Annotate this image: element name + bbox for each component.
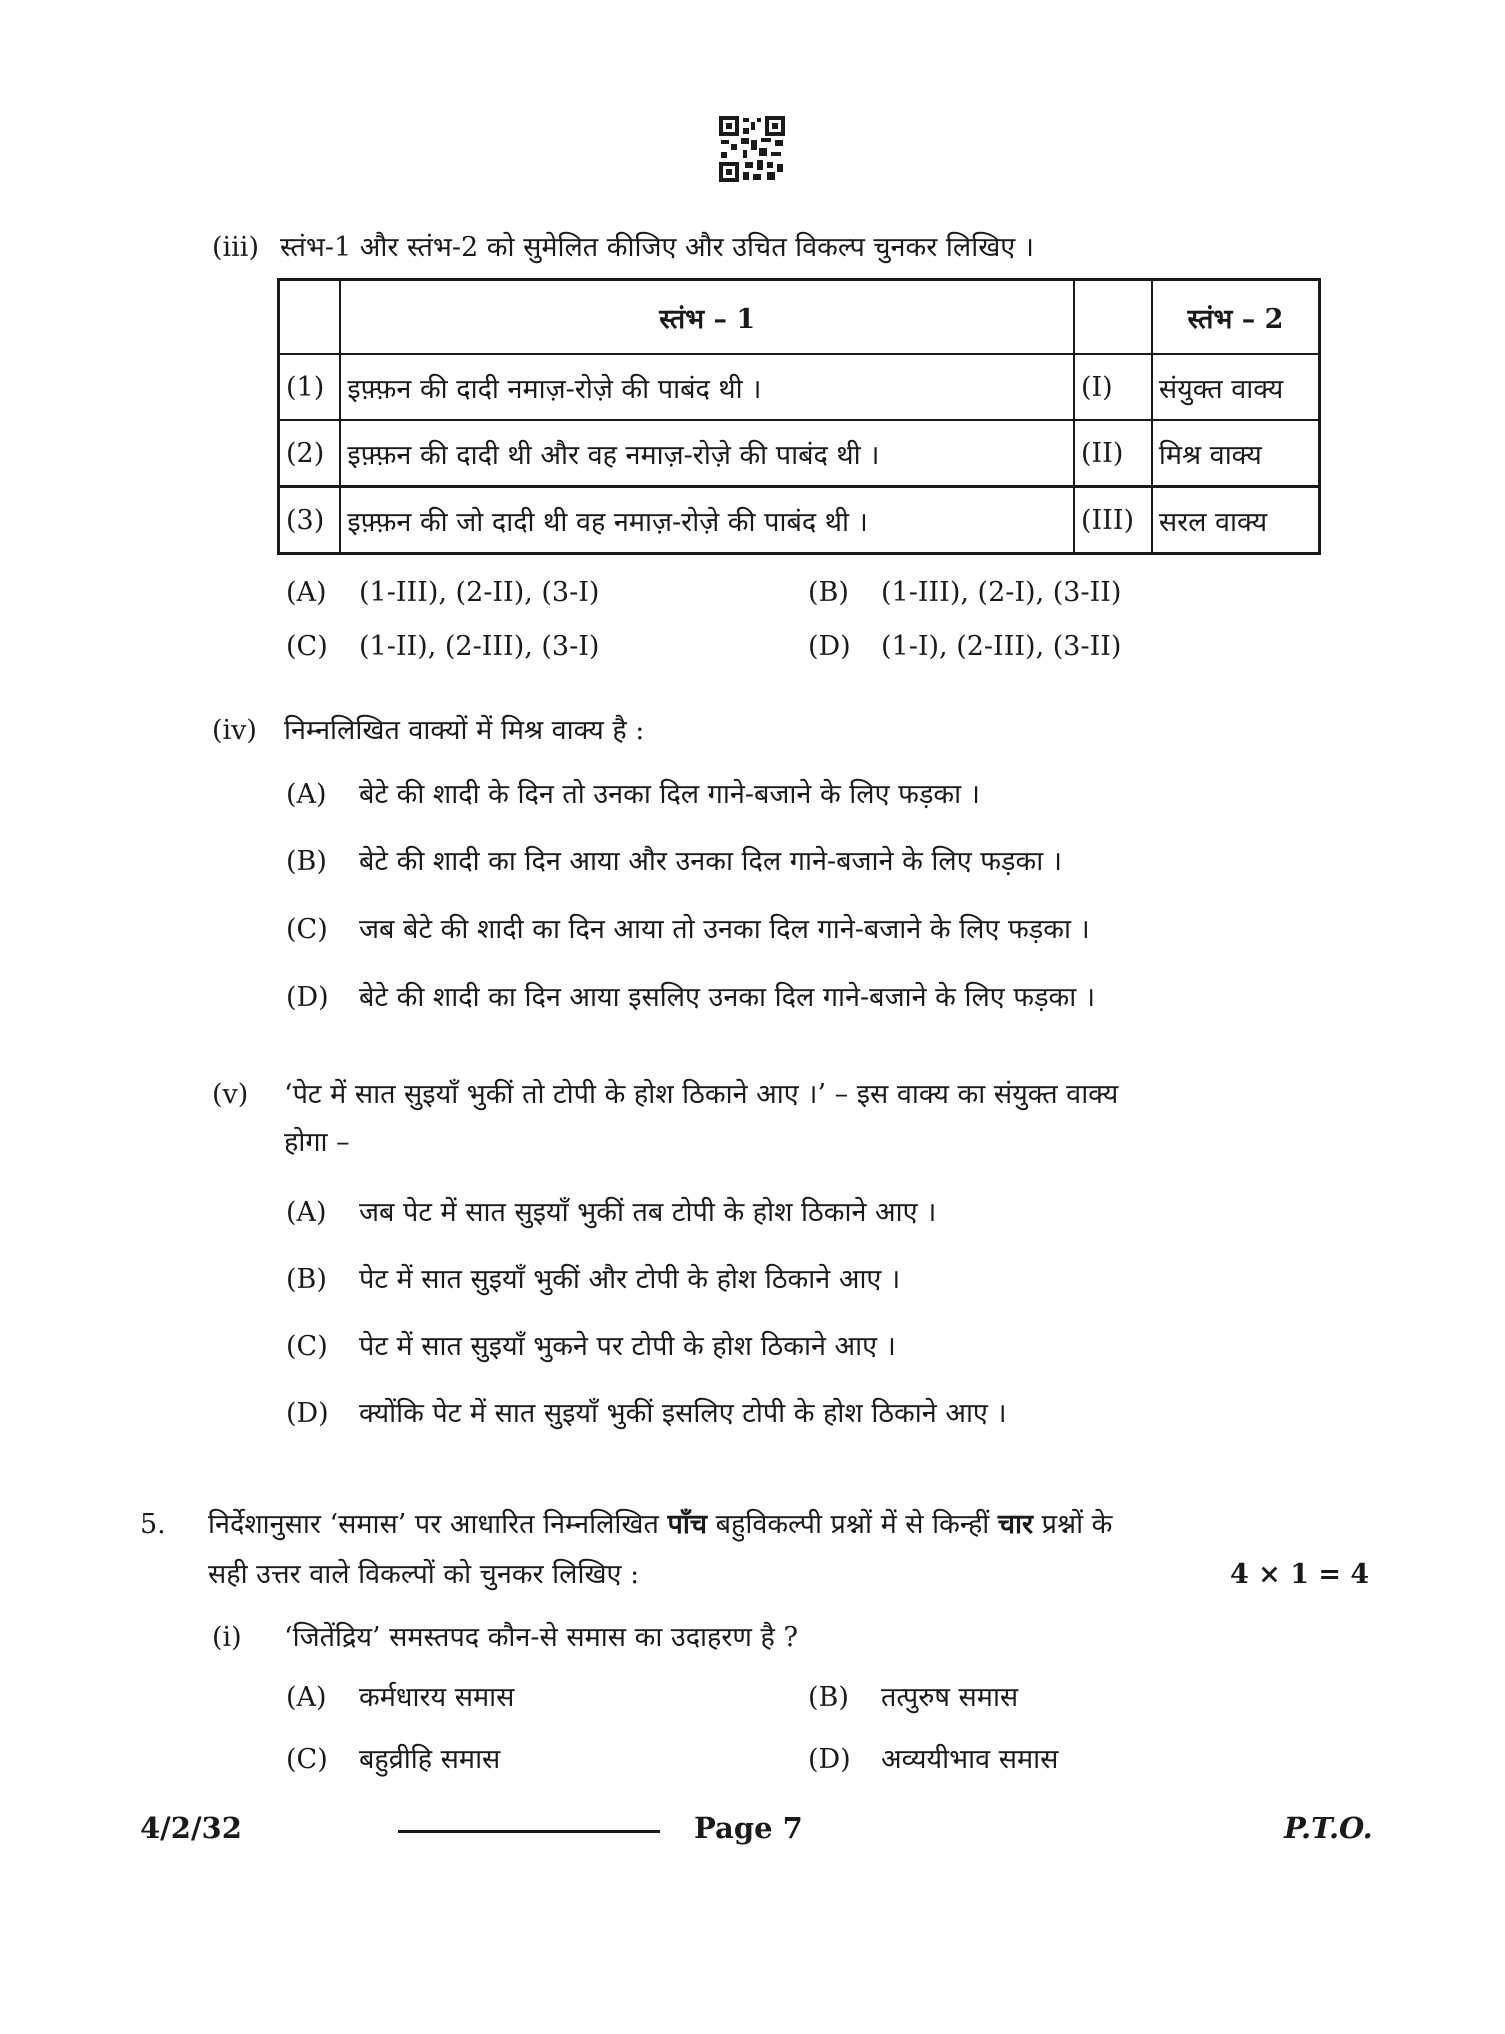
qr-code [719, 116, 785, 182]
table-row [279, 354, 1320, 420]
option-text: (1-I), (2-III), (3-II) [881, 631, 1122, 662]
option-label: (A) [286, 779, 327, 810]
option-label: (A) [286, 1682, 327, 1713]
option-text: बेटे की शादी का दिन आया और उनका दिल गाने-बजाने के लिए फड़का । [359, 846, 1063, 877]
option-label: (B) [286, 846, 327, 877]
question-text: निम्नलिखित वाक्यों में मिश्र वाक्य है : [284, 715, 645, 746]
option-text: क्योंकि पेट में सात सुइयाँ भुकीं इसलिए टोपी के होश ठिकाने आए । [359, 1398, 1007, 1429]
column-2-header: स्तंभ – 2 [1152, 280, 1320, 355]
row-number: (1) [279, 354, 341, 420]
question-text-line2: सही उत्तर वाले विकल्पों को चुनकर लिखिए : [208, 1559, 640, 1590]
question-number: 5. [140, 1509, 166, 1540]
option-label: (D) [808, 1744, 851, 1775]
option-label: (B) [286, 1264, 327, 1295]
paper-code: 4/2/32 [140, 1811, 242, 1845]
question-number: (v) [212, 1079, 249, 1110]
question-number: (iii) [212, 232, 259, 263]
option-label: (C) [286, 914, 328, 945]
option-label: (C) [286, 631, 328, 662]
column-1-header: स्तंभ – 1 [340, 280, 1074, 355]
option-text: कर्मधारय समास [359, 1682, 515, 1713]
intro-text-b: बहुविकल्पी प्रश्नों में से किन्हीं [706, 1509, 998, 1540]
option-text: जब पेट में सात सुइयाँ भुकीं तब टोपी के होश ठिकाने आए । [359, 1197, 937, 1228]
row-roman: (I) [1074, 354, 1152, 420]
option-text: जब बेटे की शादी का दिन आया तो उनका दिल गाने-बजाने के लिए फड़का । [359, 914, 1090, 945]
question-5-continued [208, 1555, 639, 1595]
table-row [279, 487, 1320, 554]
question-text: स्तंभ-1 और स्तंभ-2 को सुमेलित कीजिए और उचित विकल्प चुनकर लिखिए । [280, 232, 1035, 263]
option-label: (A) [286, 1197, 327, 1228]
option-label: (D) [808, 631, 851, 662]
table-row [279, 420, 1320, 487]
option-text: अव्ययीभाव समास [881, 1744, 1059, 1775]
column-2-text: संयुक्त वाक्य [1152, 354, 1320, 420]
question-number: (iv) [212, 715, 257, 746]
intro-bold-four: चार [997, 1509, 1034, 1540]
option-text: बेटे की शादी के दिन तो उनका दिल गाने-बजाने के लिए फड़का । [359, 779, 980, 810]
intro-text-c: प्रश्नों के [1033, 1509, 1113, 1540]
column-2-text: मिश्र वाक्य [1152, 420, 1320, 487]
option-label: (B) [808, 577, 849, 608]
option-label: (C) [286, 1331, 328, 1362]
pto-label: P.T.O. [1284, 1811, 1373, 1845]
column-1-text: इफ़्फ़न की दादी थी और वह नमाज़-रोज़े की पाबंद थी । [340, 420, 1074, 487]
column-2-text: सरल वाक्य [1152, 487, 1320, 554]
page-number: Page 7 [694, 1811, 803, 1845]
question-text-line2: होगा – [284, 1127, 350, 1158]
intro-text-a: निर्देशानुसार ‘समास’ पर आधारित निम्नलिखित [208, 1509, 668, 1540]
option-text: पेट में सात सुइयाँ भुकने पर टोपी के होश ठिकाने आए । [359, 1331, 896, 1362]
option-text: पेट में सात सुइयाँ भुकीं और टोपी के होश ठिकाने आए । [359, 1264, 901, 1295]
column-1-text: इफ़्फ़न की जो दादी थी वह नमाज़-रोज़े की पाबंद थी । [340, 487, 1074, 554]
row-number: (3) [279, 487, 341, 554]
table-header-row [279, 280, 1320, 355]
option-text: (1-III), (2-II), (3-I) [359, 577, 600, 608]
option-label: (D) [286, 982, 329, 1013]
option-label: (B) [808, 1682, 849, 1713]
row-number: (2) [279, 420, 341, 487]
option-text: बहुव्रीहि समास [359, 1744, 501, 1775]
match-table [277, 278, 1321, 555]
intro-bold-five: पाँच [667, 1509, 707, 1540]
option-label: (A) [286, 577, 327, 608]
option-label: (D) [286, 1398, 329, 1429]
option-text: बेटे की शादी का दिन आया इसलिए उनका दिल गाने-बजाने के लिए फड़का । [359, 982, 1096, 1013]
table-cell [279, 280, 341, 355]
option-text: (1-III), (2-I), (3-II) [881, 577, 1122, 608]
question-text: ‘पेट में सात सुइयाँ भुकीं तो टोपी के होश ठिकाने आए ।’ – इस वाक्य का संयुक्त वाक्य [284, 1079, 1119, 1110]
row-roman: (III) [1074, 487, 1152, 554]
option-label: (C) [286, 1744, 328, 1775]
row-roman: (II) [1074, 420, 1152, 487]
table-cell [1074, 280, 1152, 355]
marks: 4 × 1 = 4 [1230, 1559, 1370, 1590]
option-text: (1-II), (2-III), (3-I) [359, 631, 600, 662]
column-1-text: इफ़्फ़न की दादी नमाज़-रोज़े की पाबंद थी । [340, 354, 1074, 420]
question-text [208, 1505, 1112, 1545]
question-v-continued [284, 1123, 350, 1163]
option-text: तत्पुरुष समास [881, 1682, 1019, 1713]
question-text: ‘जितेंद्रिय’ समस्तपद कौन-से समास का उदाहरण है ? [284, 1622, 798, 1653]
question-number: (i) [212, 1622, 242, 1653]
footer-rule [398, 1830, 660, 1833]
